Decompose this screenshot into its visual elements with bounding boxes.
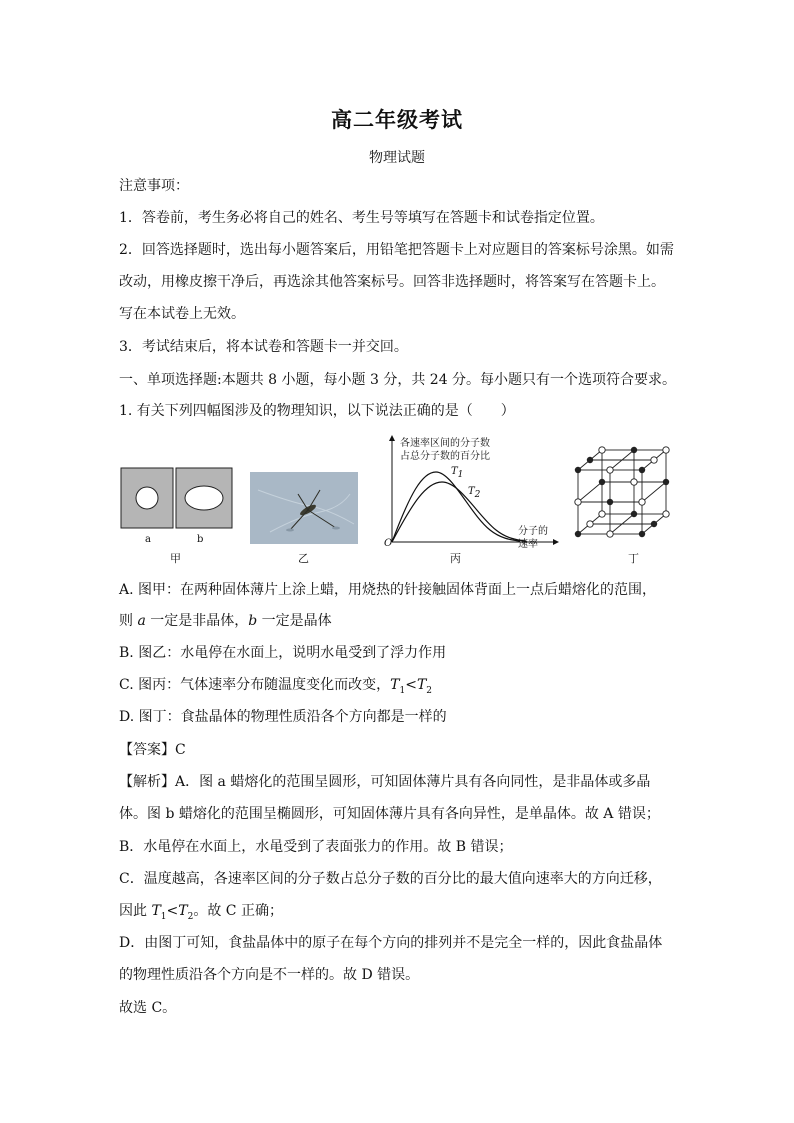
exam-subtitle: 物理试题 [369,150,425,166]
bing-ylabel-line-1: 各速率区间的分子数 [400,438,490,449]
bing-origin: O [384,538,393,549]
question-1-figures [118,434,678,564]
figure-jia-caption: 甲 [170,552,181,565]
analysis-line-1: 【解析】A．图 a 蜡熔化的范围呈圆形，可知固体薄片具有各向同性，是非晶体或多晶 [119,774,651,790]
curve-t2 [392,482,526,542]
analysis-line-3: B．水黾停在水面上，水黾受到了表面张力的作用。故 B 错误； [119,839,513,855]
figure-yi-water-strider [250,472,358,544]
bing-xlabel-line-2: 速率 [518,539,538,550]
figure-jia [118,466,240,556]
option-b: B. 图乙：水黾停在水面上，说明水黾受到了浮力作用 [119,645,447,661]
analysis-line-6: D．由图丁可知，食盐晶体中的原子在每个方向的排列并不是完全一样的，因此食盐晶体 [119,935,663,951]
answer: 【答案】C [119,742,186,758]
notes-item-3: 3．考试结束后，将本试卷和答题卡一并交回。 [119,339,408,355]
figure-bing-caption: 丙 [450,552,461,565]
figure-yi-caption: 乙 [298,552,309,565]
option-a-line-2: 则 a 一定是非晶体，b 一定是晶体 [119,613,332,629]
option-c: C. 图丙：气体速率分布随温度变化而改变，$T_1<T_2$ [119,677,433,696]
bing-xlabel-line-1: 分子的 [518,526,548,537]
notes-item-1: 1．答卷前，考生务必将自己的姓名、考生号等填写在答题卡和试卷指定位置。 [119,210,604,226]
section-heading: 一、单项选择题:本题共 8 小题，每小题 3 分，共 24 分。每小题只有一个选项符合要求。 [119,372,677,388]
analysis-line-4: C．温度越高，各速率区间的分子数占总分子数的百分比的最大值向速率大的方向迁移， [119,871,662,887]
analysis-line-2: 体。图 b 蜡熔化的范围呈椭圆形，可知固体薄片具有各向异性，是单晶体。故 A 错误； [119,806,660,822]
figure-ding-caption: 丁 [628,552,639,565]
question-1-stem: 1. 有关下列四幅图涉及的物理知识，以下说法正确的是（ ） [119,403,515,419]
analysis-line-7: 的物理性质沿各个方向是不一样的。故 D 错误。 [119,967,420,983]
bing-curve1-label: $T_1$ [451,466,464,480]
notes-heading: 注意事项： [119,178,189,194]
notes-item-2-line-2: 改动，用橡皮擦干净后，再选涂其他答案标号。回答非选择题时，将答案写在答题卡上。 [119,274,665,290]
melt-circle [136,487,158,509]
analysis-line-8: 故选 C。 [119,1000,177,1016]
option-d: D. 图丁：食盐晶体的物理性质沿各个方向都是一样的 [119,709,447,725]
notes-item-2-line-1: 2．回答选择题时，选出每小题答案后，用铅笔把答题卡上对应题目的答案标号涂黑。如需 [119,242,674,258]
figure-jia-label-b: b [197,534,204,545]
notes-item-2-line-3: 写在本试卷上无效。 [119,306,245,322]
analysis-line-5: 因此 $T_1<T_2$。故 C 正确； [119,903,283,922]
exam-title: 高二年级考试 [331,107,463,132]
bing-ylabel-line-2: 占总分子数的百分比 [400,451,490,462]
figure-ding-nacl-lattice [572,444,672,544]
bing-curve2-label: $T_2$ [468,486,481,500]
melt-ellipse [185,486,223,510]
option-a-line-1: A. 图甲：在两种固体薄片上涂上蜡，用烧热的针接触固体背面上一点后蜡熔化的范围， [119,582,657,598]
figure-jia-label-a: a [145,534,151,545]
curve-t1 [392,472,520,542]
